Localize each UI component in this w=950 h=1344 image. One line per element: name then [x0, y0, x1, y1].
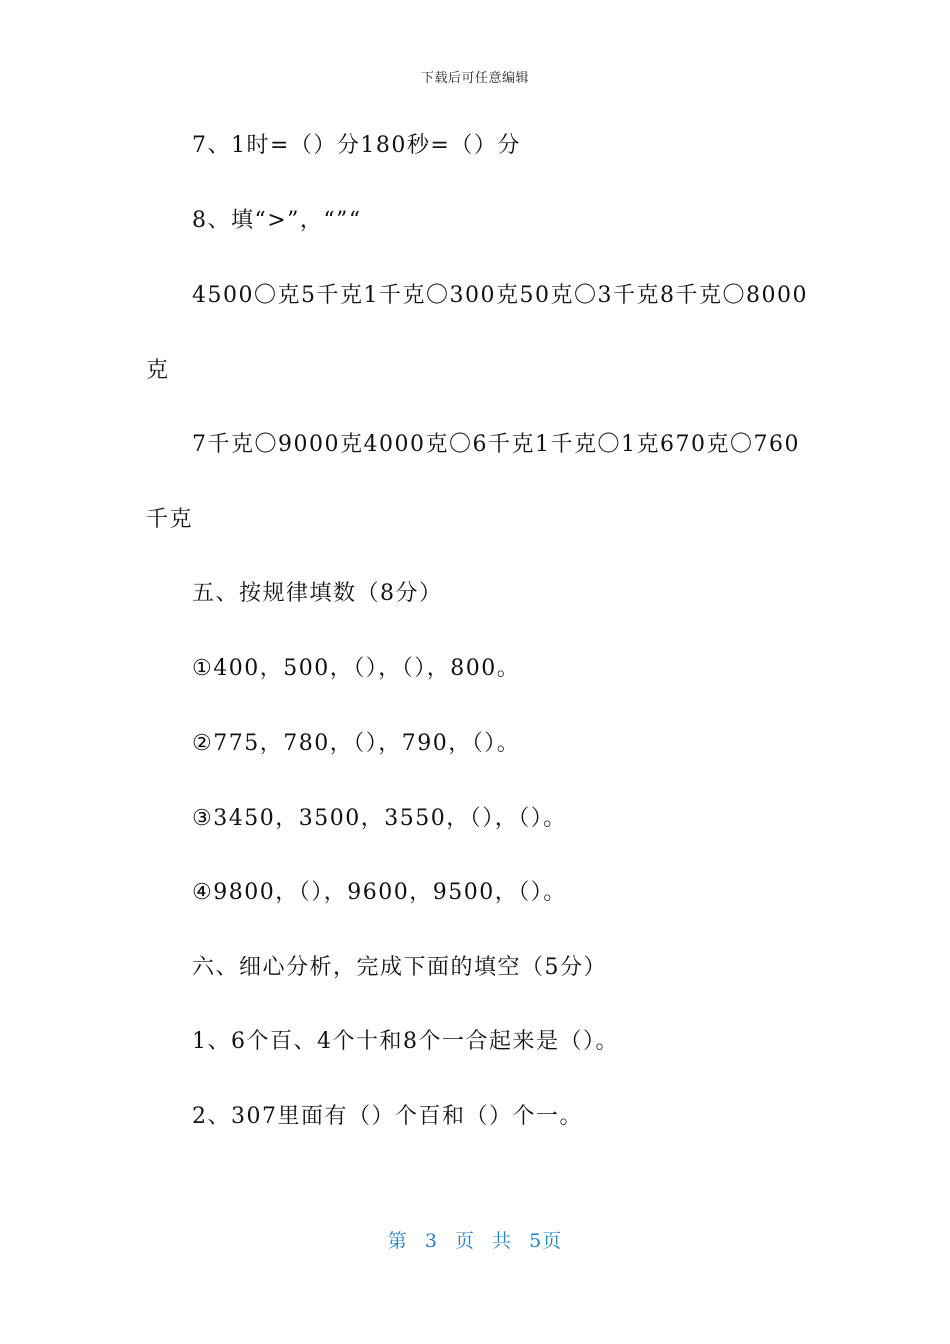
sequence-item-1: ①400，500，（），（），800。	[192, 656, 521, 681]
sequence-item-4: ④9800，（），9600，9500，（）。	[192, 880, 567, 905]
question-7-time-conversion: 7、1时=（）分180秒=（）分	[192, 133, 521, 158]
compare-row-2-continued: 千克	[146, 507, 194, 532]
footer-total-prefix: 共	[492, 1230, 513, 1252]
compare-row-1: 4500〇克5千克1千克〇300克50克〇3千克8千克〇8000	[192, 283, 808, 308]
section-6-heading: 六、细心分析，完成下面的填空（5分）	[192, 955, 607, 980]
footer-prefix: 第	[387, 1230, 408, 1252]
footer-total-pages: 5页	[529, 1230, 563, 1252]
question-8-compare-instruction: 8、填“>”，“”“	[192, 208, 362, 233]
section-5-heading: 五、按规律填数（8分）	[192, 581, 443, 606]
sequence-item-3: ③3450，3500，3550，（），（）。	[192, 806, 567, 831]
sequence-item-2: ②775，780，（），790，（）。	[192, 731, 521, 756]
page-header: 下载后可任意编辑	[420, 71, 529, 86]
compare-row-2: 7千克〇9000克4000克〇6千克1千克〇1克670克〇760	[192, 432, 800, 457]
compare-row-1-continued: 克	[146, 358, 170, 383]
section-6-question-2: 2、307里面有（）个百和（）个一。	[192, 1104, 583, 1129]
footer-current-page: 3	[424, 1230, 438, 1252]
section-6-question-1: 1、6个百、4个十和8个一合起来是（）。	[192, 1029, 619, 1054]
footer-page-word: 页	[454, 1230, 475, 1252]
page-footer	[0, 1226, 950, 1253]
